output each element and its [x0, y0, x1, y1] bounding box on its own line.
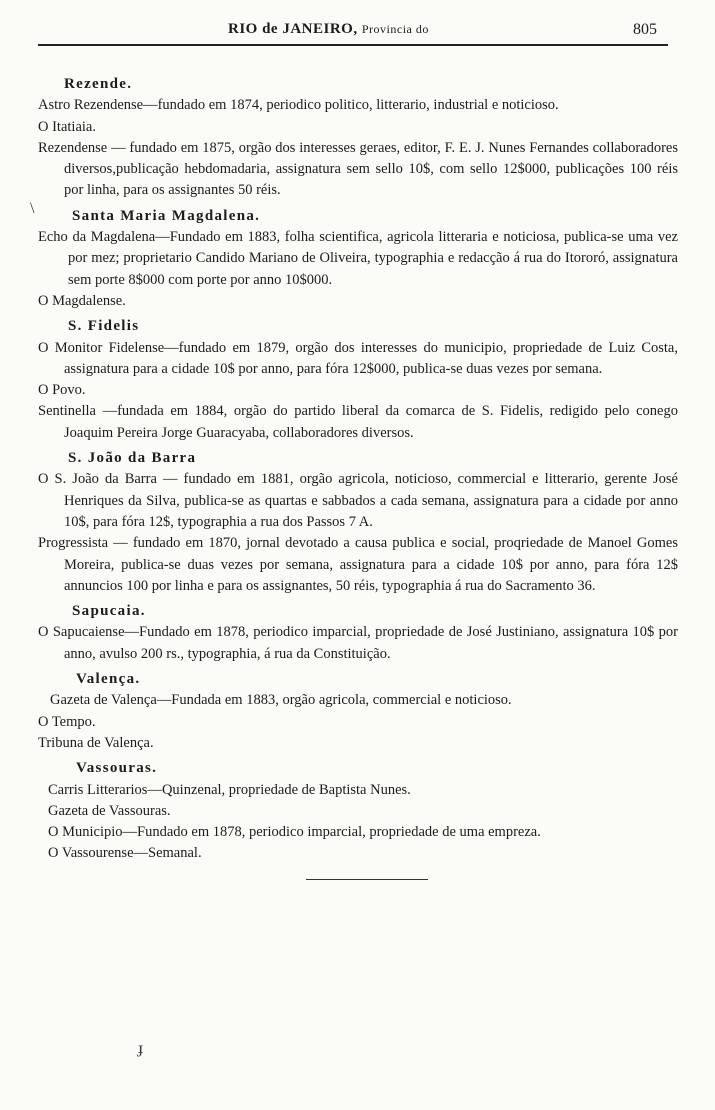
list-item: O Tempo.: [38, 713, 96, 730]
margin-mark: \: [30, 200, 35, 217]
section-title: Rezende.: [64, 76, 133, 92]
list-item: Tribuna de Valença.: [38, 734, 154, 751]
list-item: O Magdalense.: [38, 292, 126, 309]
section-santa-maria-magdalena: [38, 206, 678, 312]
list-item: Sentinella —fundada em 1884, orgão do partido liberal da comarca de S. Fidelis, redigido pelo conego Joaquim Pereira Jorge Guaracyaba, collaboradores diversos.: [38, 403, 678, 441]
header-title: [228, 21, 429, 38]
list-item: O Povo.: [38, 382, 86, 399]
section-s-fidelis: [38, 316, 678, 444]
section-valenca: [38, 669, 678, 754]
page-body: [38, 70, 678, 880]
list-item: O Vassourense—Semanal.: [48, 845, 202, 862]
list-item: Rezendense — fundado em 1875, orgão dos interesses geraes, editor, F. E. J. Nunes Fernandes collaboradores diversos,publicação hebdomadaria, assignatura sem sello 10$, com sello 12$000, publicações 100 réis por linha, para os assignantes 50 réis.: [38, 139, 678, 199]
list-item: Gazeta de Valença—Fundada em 1883, orgão agricola, commercial e noticioso.: [50, 692, 512, 709]
closing-rule: [306, 879, 428, 880]
list-item: O Sapucaiense—Fundado em 1878, periodico imparcial, propriedade de José Justiniano, assignatura 10$ por anno, avulso 200 rs., typographia, á rua da Constituição.: [38, 624, 678, 662]
section-vassouras: [38, 758, 678, 864]
section-title: Vassouras.: [76, 760, 158, 777]
section-title: S. Fidelis: [68, 318, 140, 335]
section-title: Santa Maria Magdalena.: [72, 207, 261, 224]
list-item: O S. João da Barra — fundado em 1881, orgão agricola, noticioso, commercial e litterario, gerente José Henriques da Silva, publica-se as quartas e sabbados a cada semana, assignatura para a cidade por anno 10$, para fóra 12$, typographia a rua dos Passos 7 A.: [38, 471, 678, 530]
list-item: Echo da Magdalena—Fundado em 1883, folha scientifica, agricola litteraria e noticiosa, publica-se uma vez por mez; proprietario Candido Mariano de Oliveira, typographia e redacção á rua do Itororó, assignatura sem porte 8$000 com porte por anno 10$000.: [38, 229, 678, 288]
page-number: 805: [633, 21, 657, 38]
section-sapucaia: [38, 601, 678, 665]
header-province: Provincia do: [361, 22, 429, 36]
list-item: Carris Litterarios—Quinzenal, propriedade de Baptista Nunes.: [48, 781, 411, 798]
section-rezende: [38, 74, 678, 202]
stray-mark: ɟ: [138, 1040, 144, 1057]
list-item: Progressista — fundado em 1870, jornal devotado a causa publica e social, proqriedade de Manoel Gomes Moreira, publica-se duas vezes por semana, assignatura para a cidade 10$ por anno, para fóra 12$ annuncios 100 por linha e para os assignantes, 50 réis, typographia á rua do Sacramento 36.: [38, 535, 678, 594]
section-s-joao-da-barra: [38, 448, 678, 597]
section-title: Sapucaia.: [72, 603, 146, 620]
section-title: Valença.: [76, 671, 141, 688]
header-rule: [38, 44, 668, 46]
running-header: [40, 20, 665, 42]
list-item: O Municipio—Fundado em 1878, periodico imparcial, propriedade de uma empreza.: [48, 824, 541, 841]
list-item: O Itatiaia.: [38, 118, 96, 135]
section-title: S. João da Barra: [68, 450, 197, 467]
header-city: RIO de JANEIRO,: [228, 21, 358, 37]
list-item: Gazeta de Vassouras.: [48, 802, 171, 819]
list-item: O Monitor Fidelense—fundado em 1879, orgão dos interesses do municipio, propriedade de Luiz Costa, assignatura para a cidade 10$ por anno, para fóra 12$000, publica-se duas vezes por semana.: [38, 339, 678, 377]
list-item: Astro Rezendense—fundado em 1874, periodico politico, litterario, industrial e noticioso.: [38, 97, 559, 114]
